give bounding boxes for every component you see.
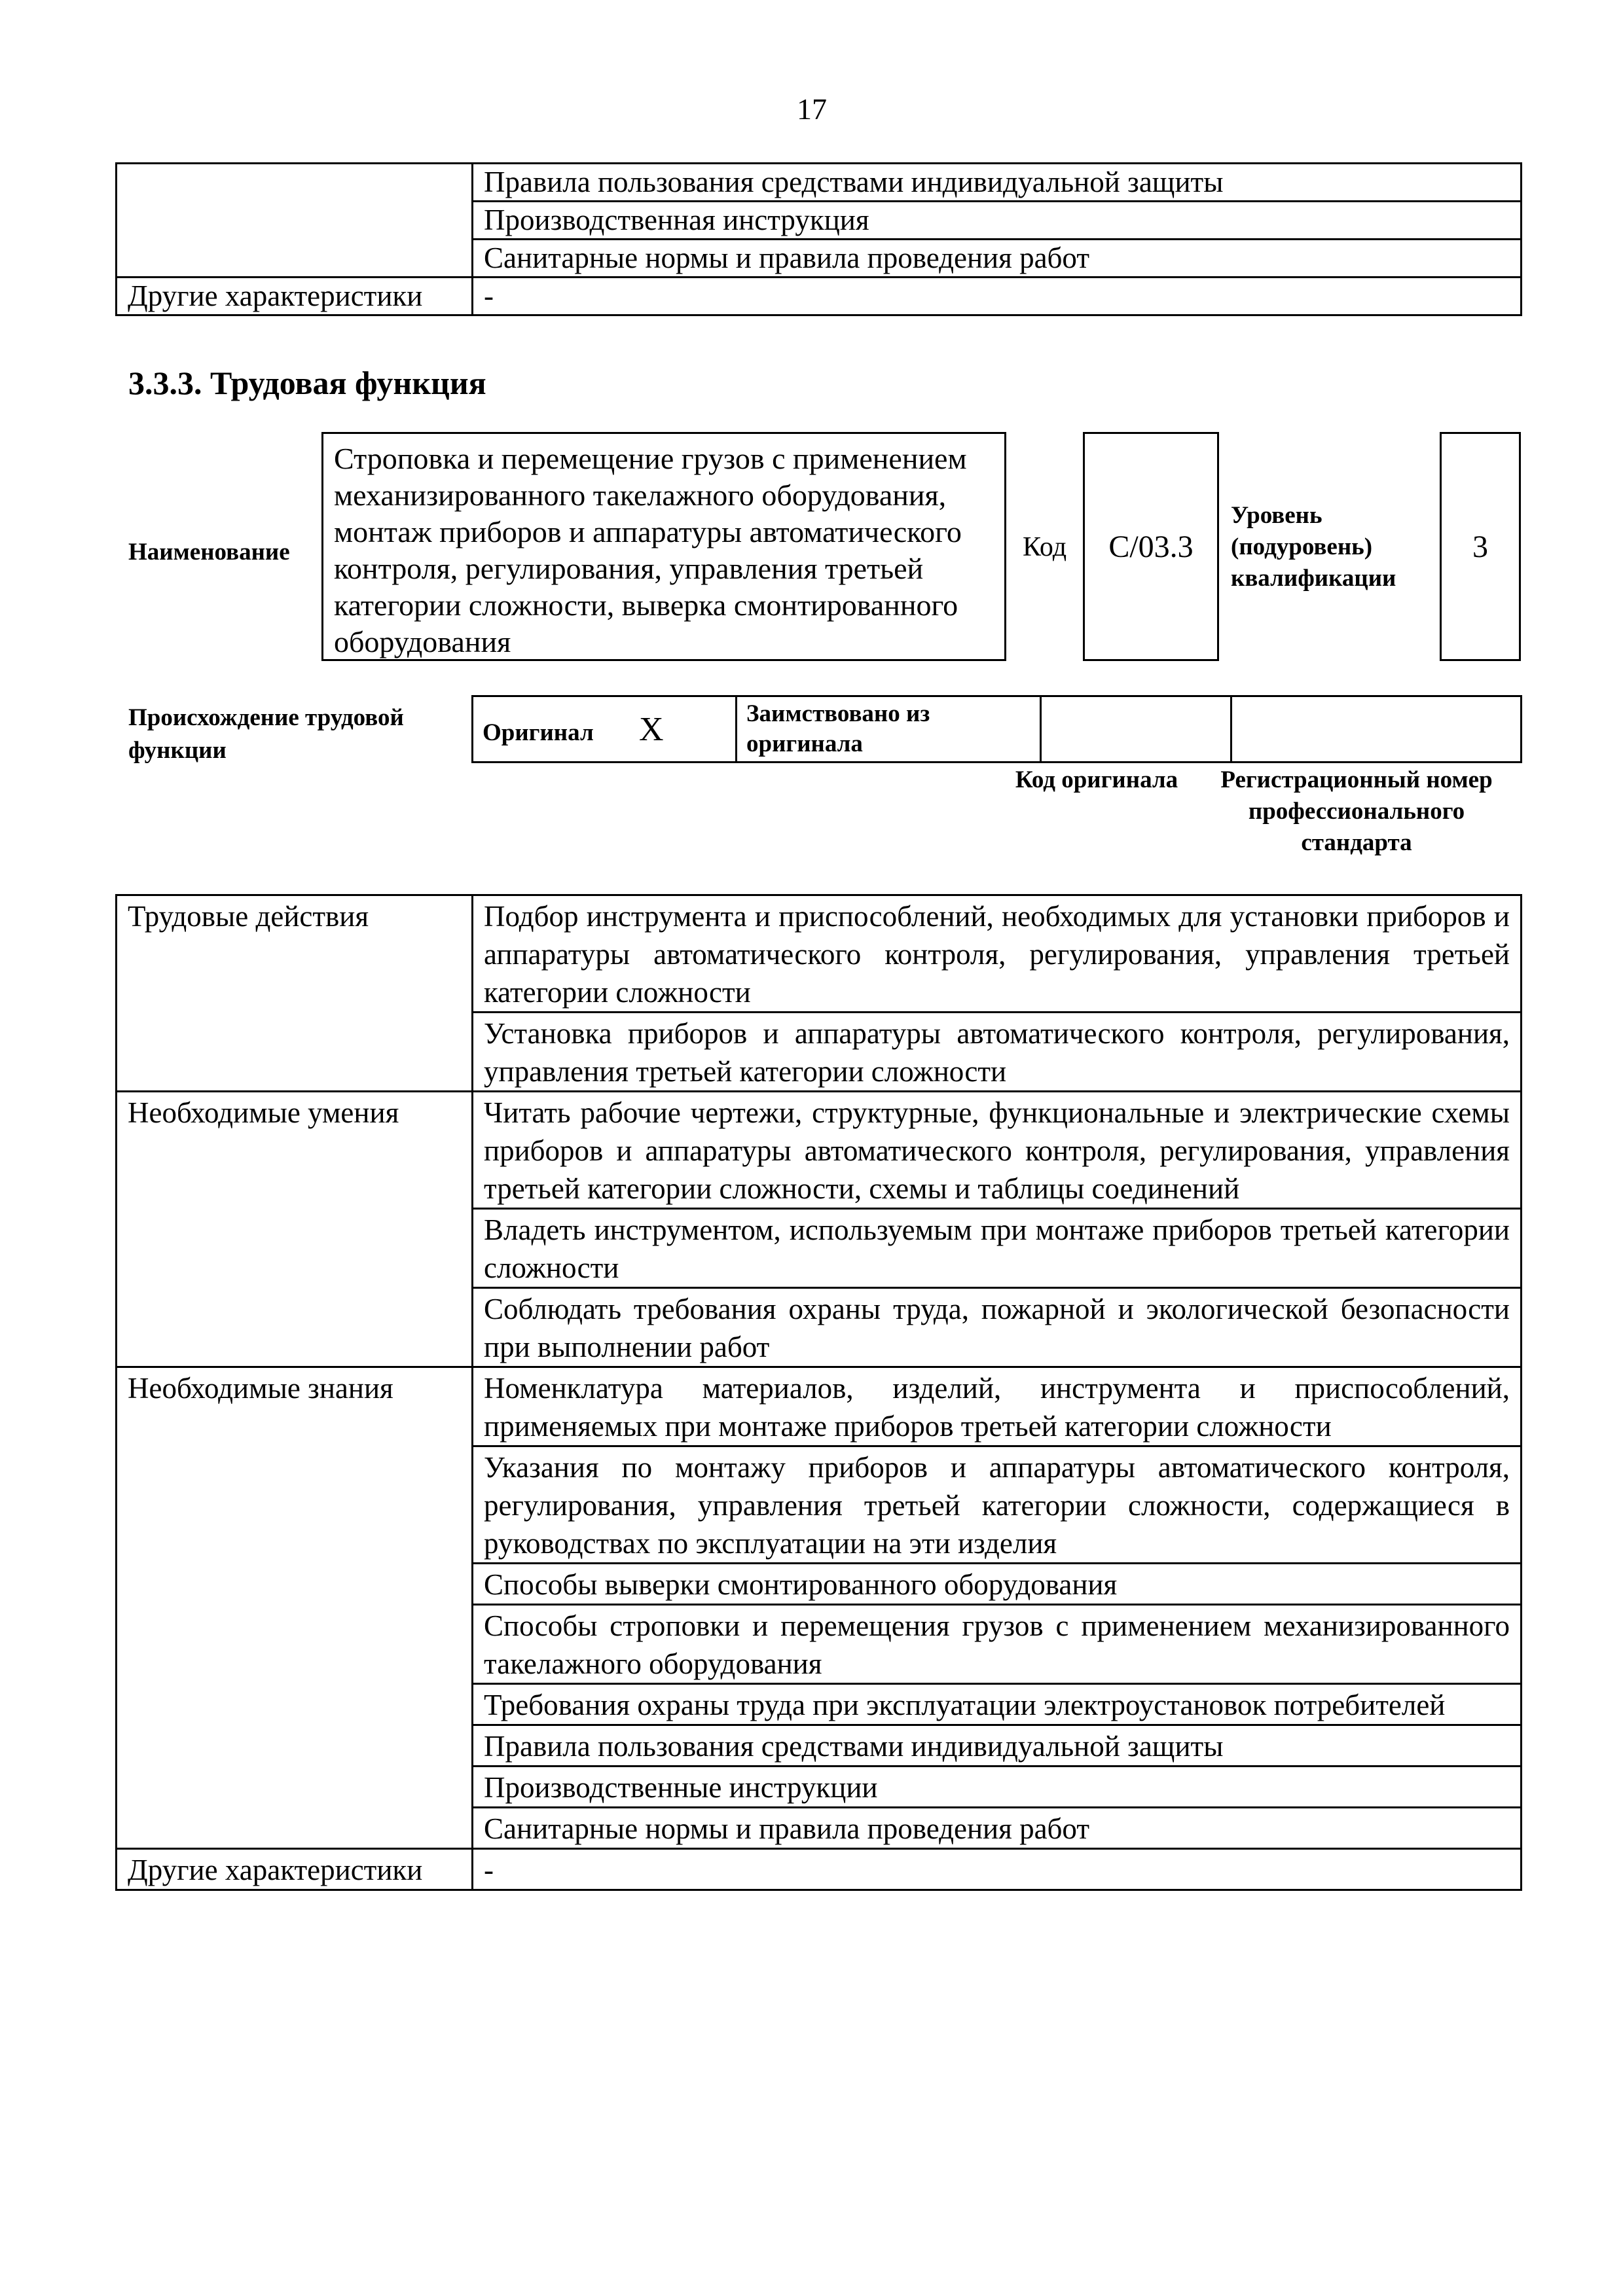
knowledge-item: Производственные инструкции	[473, 1767, 1522, 1808]
table-row	[117, 278, 1522, 315]
skills-label: Необходимые умения	[117, 1092, 473, 1367]
actions-label: Трудовые действия	[117, 895, 473, 1092]
knowledge-item: Указания по монтажу приборов и аппаратуры автоматического контроля, регулирования, управления третьей категории сложности, содержащиеся в руководствах по эксплуатации на эти изделия	[473, 1446, 1522, 1564]
section-heading: 3.3.3. Трудовая функция	[128, 365, 486, 401]
knowledge-item: Санитарные нормы и правила проведения работ	[473, 1808, 1522, 1849]
qualification-level-box: 3	[1440, 432, 1521, 661]
original-label: Оригинал	[483, 719, 594, 746]
continuation-table	[115, 162, 1522, 316]
borrowed-cell: Заимствовано из оригинала	[737, 696, 1041, 762]
knowledge-item: Способы выверки смонтированного оборудования	[473, 1564, 1522, 1605]
table-row	[117, 1092, 1522, 1209]
table-row	[117, 895, 1522, 1013]
knowledge-label: Необходимые знания	[117, 1367, 473, 1849]
table-row	[117, 164, 1522, 202]
table-cell: Санитарные нормы и правила проведения работ	[473, 240, 1522, 278]
knowledge-item: Способы строповки и перемещения грузов с применением механизированного такелажного оборудования	[473, 1605, 1522, 1684]
other-characteristics-value: -	[473, 278, 1522, 315]
skill-item: Читать рабочие чертежи, структурные, функциональные и электрические схемы приборов и аппаратуры автоматического контроля, регулирования, управления третьей категории сложности, схемы и таблицы соединений	[473, 1092, 1522, 1209]
original-code-cell	[1041, 696, 1231, 762]
code-value-box: C/03.3	[1083, 432, 1219, 661]
registration-number-cell	[1231, 696, 1522, 762]
page-number: 17	[797, 92, 827, 126]
table-cell: Правила пользования средствами индивидуальной защиты	[473, 164, 1522, 202]
qualification-level-label: Уровень (подуровень) квалификации	[1231, 502, 1396, 592]
function-details-table	[115, 894, 1522, 1891]
registration-number-caption: Регистрационный номер профессионального стандарта	[1220, 766, 1493, 856]
function-name-box: Строповка и перемещение грузов с применением механизированного такелажного оборудования, монтаж приборов и аппаратуры автоматического контроля, регулирования, управления третьей категории сложности, выверка смонтированного оборудования	[321, 432, 1006, 661]
knowledge-item: Требования охраны труда при эксплуатации электроустановок потребителей	[473, 1684, 1522, 1725]
other-characteristics-label: Другие характеристики	[117, 278, 473, 315]
skill-item: Соблюдать требования охраны труда, пожарной и экологической безопасности при выполнении работ	[473, 1288, 1522, 1367]
other-characteristics-label: Другие характеристики	[117, 1849, 473, 1890]
other-characteristics-value: -	[473, 1849, 1522, 1890]
table-cell: Производственная инструкция	[473, 202, 1522, 240]
original-cell	[473, 696, 737, 762]
origin-label: Происхождение трудовой функции	[128, 704, 404, 764]
original-code-caption: Код оригинала	[1015, 766, 1178, 793]
action-item: Подбор инструмента и приспособлений, необходимых для установки приборов и аппаратуры автоматического контроля, регулирования, управления третьей категории сложности	[473, 895, 1522, 1013]
table-row	[473, 696, 1522, 762]
origin-table	[471, 695, 1522, 763]
knowledge-item: Правила пользования средствами индивидуальной защиты	[473, 1725, 1522, 1767]
code-label: Код	[1023, 532, 1067, 562]
table-row	[117, 1367, 1522, 1446]
name-label: Наименование	[128, 539, 290, 565]
knowledge-item: Номенклатура материалов, изделий, инструмента и приспособлений, применяемых при монтаже приборов третьей категории сложности	[473, 1367, 1522, 1446]
skill-item: Владеть инструментом, используемым при монтаже приборов третьей категории сложности	[473, 1209, 1522, 1288]
empty-label-cell	[117, 164, 473, 278]
table-row	[117, 1849, 1522, 1890]
original-mark: X	[638, 710, 664, 748]
action-item: Установка приборов и аппаратуры автоматического контроля, регулирования, управления третьей категории сложности	[473, 1013, 1522, 1092]
